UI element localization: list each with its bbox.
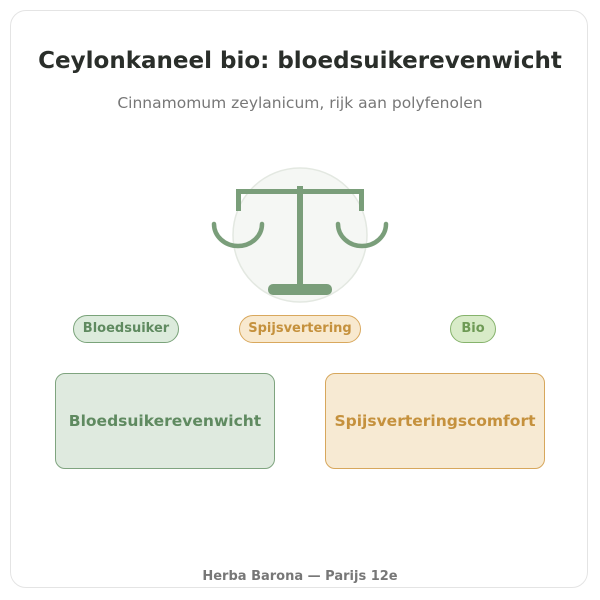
chip-spijsvertering: Spijsvertering bbox=[239, 315, 361, 343]
benefit-box-bloedsuikerevenwicht: Bloedsuikerevenwicht bbox=[55, 373, 275, 469]
footer-credit: Herba Barona — Parijs 12e bbox=[202, 569, 398, 584]
page-title: Ceylonkaneel bio: bloedsuikerevenwicht bbox=[38, 48, 562, 74]
benefit-box-spijsverteringscomfort: Spijsverteringscomfort bbox=[325, 373, 545, 469]
page-subtitle: Cinnamomum zeylanicum, rijk aan polyfenolen bbox=[117, 94, 483, 112]
scale-pillar bbox=[297, 186, 303, 290]
chip-bio: Bio bbox=[450, 315, 496, 343]
scale-base bbox=[268, 284, 332, 295]
scale-left-hanger bbox=[236, 189, 241, 211]
scale-right-hanger bbox=[359, 189, 364, 211]
balance-scale-icon bbox=[200, 160, 400, 305]
scale-beam bbox=[236, 189, 364, 194]
chip-bloedsuiker: Bloedsuiker bbox=[73, 315, 179, 343]
